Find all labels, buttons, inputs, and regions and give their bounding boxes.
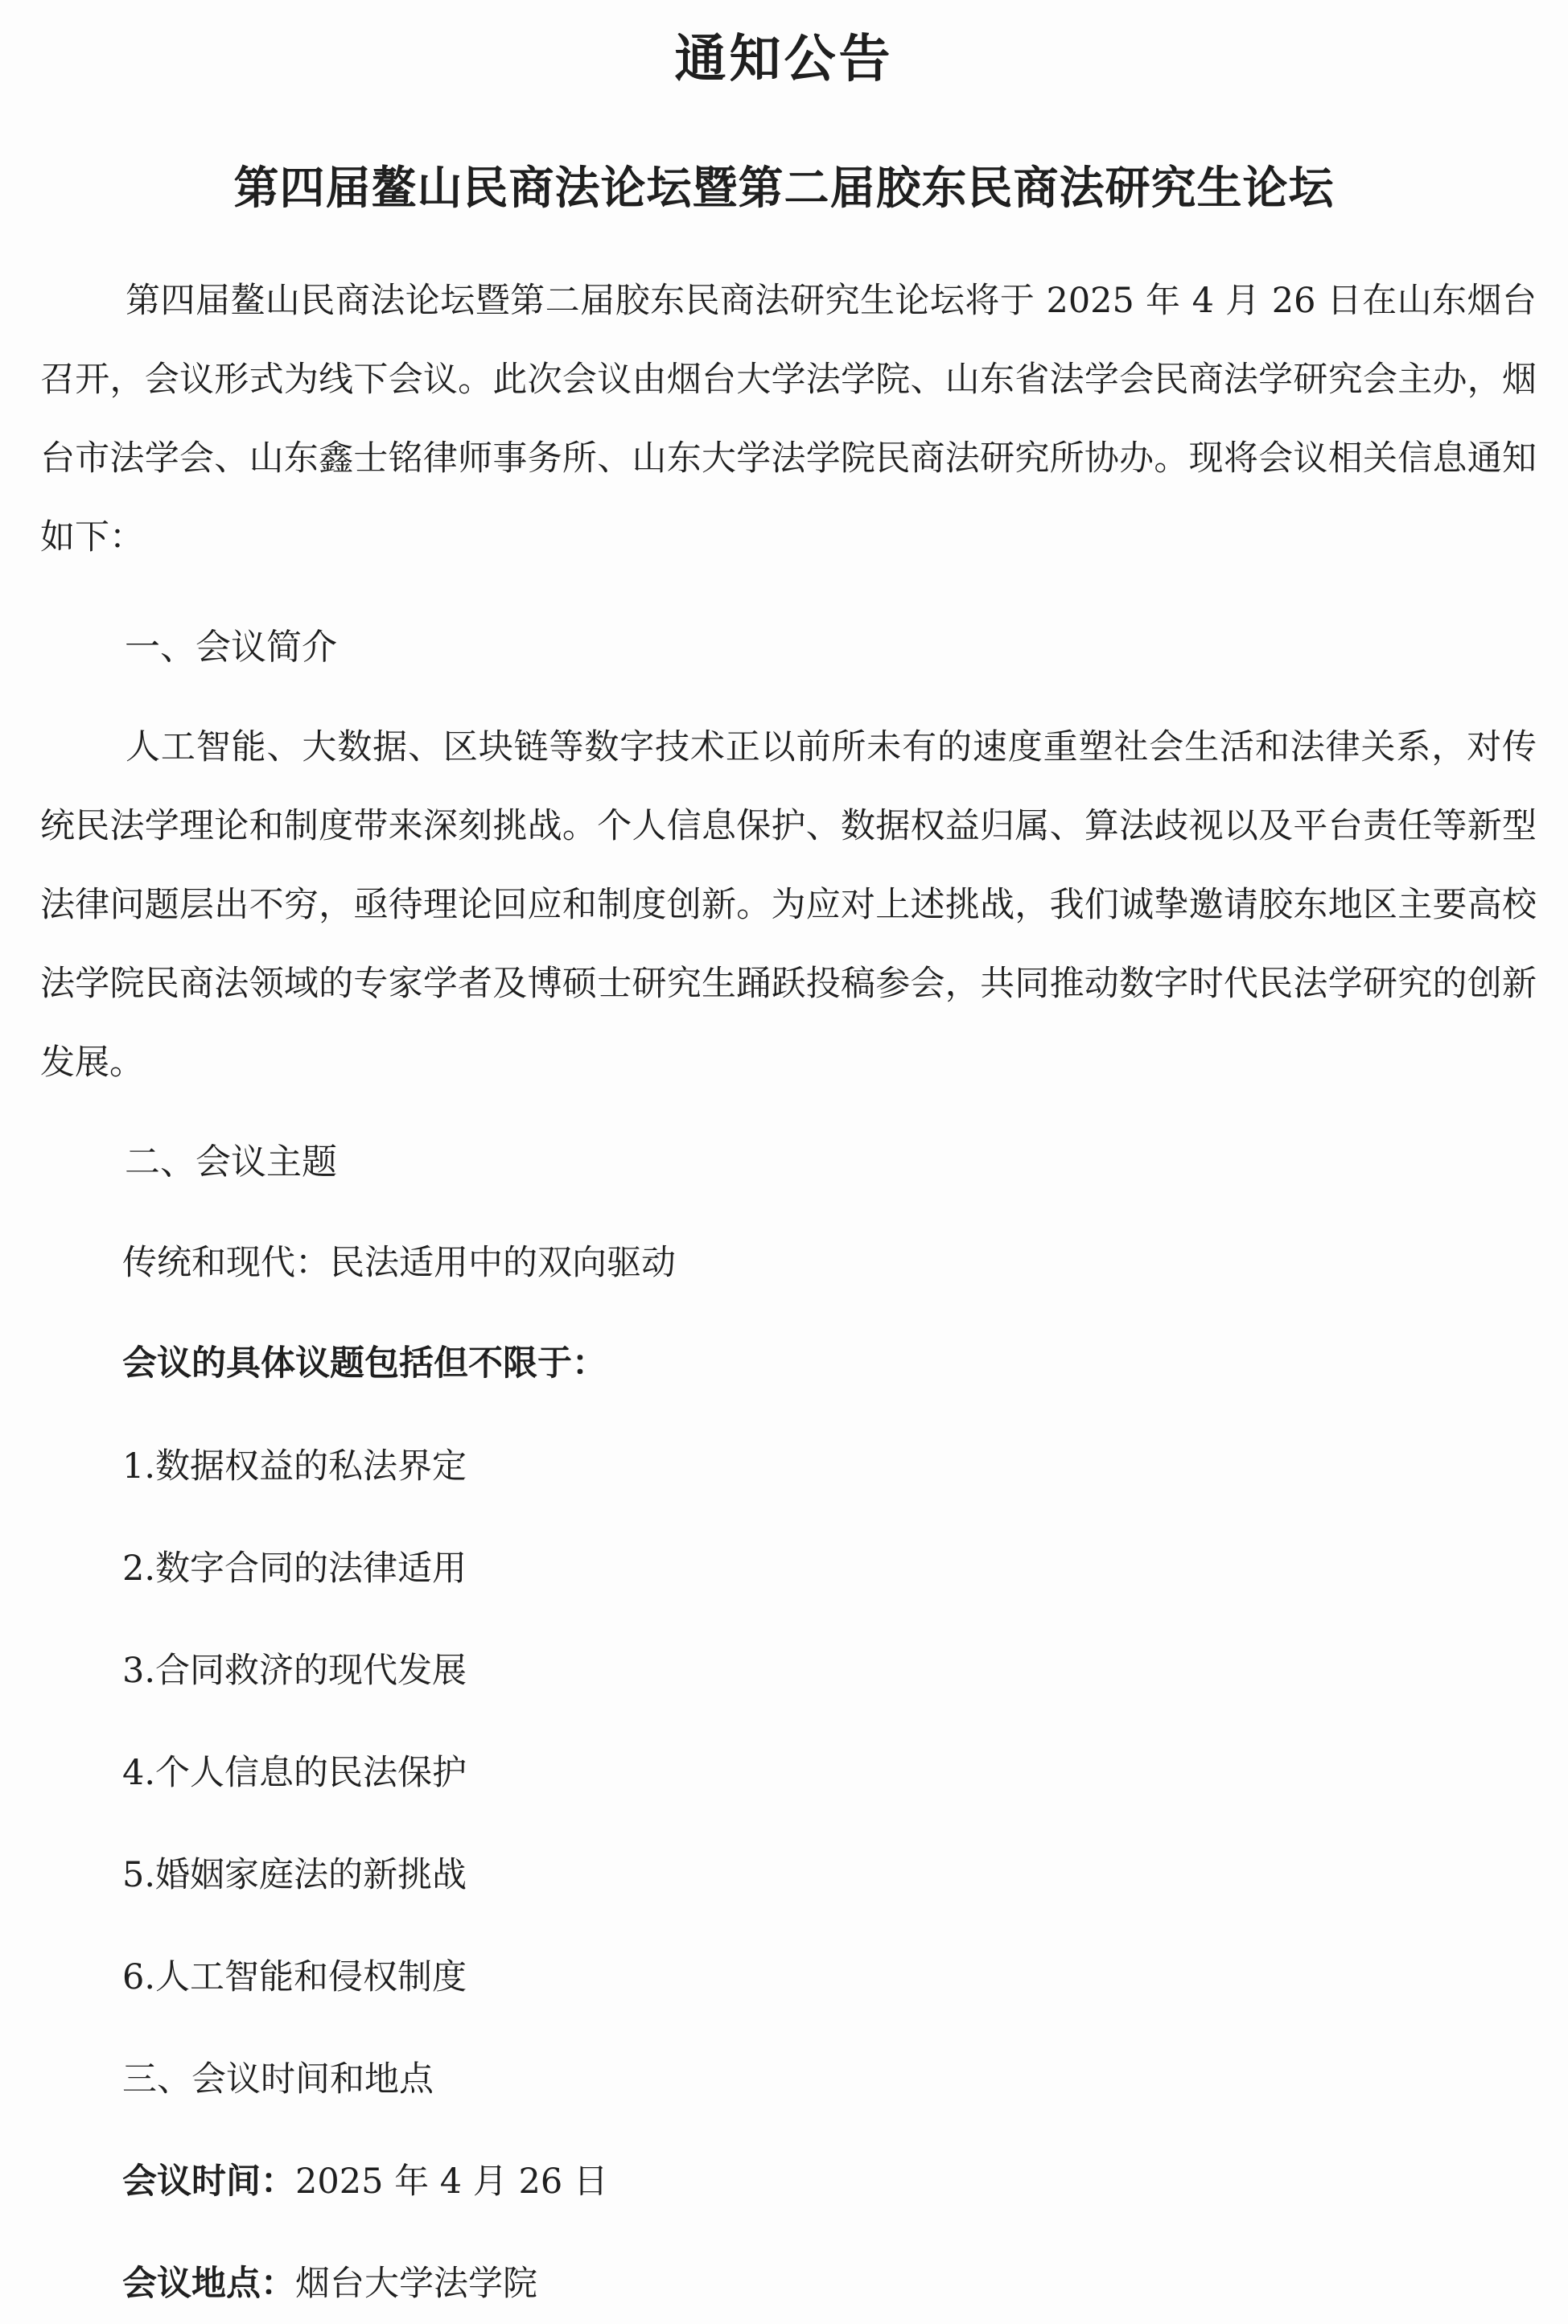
- section-heading-introduction: 一、会议简介: [125, 627, 337, 668]
- conference-time-label: 会议时间：: [122, 2162, 295, 2202]
- topic-item: 6.人工智能和侵权制度: [122, 1957, 467, 1997]
- topic-item: 1.数据权益的私法界定: [122, 1446, 467, 1487]
- topic-item: 3.合同救济的现代发展: [122, 1651, 467, 1691]
- topic-item: 5.婚姻家庭法的新挑战: [122, 1855, 467, 1895]
- section-heading-time-place: 三、会议时间和地点: [122, 2059, 434, 2100]
- introduction-paragraph: 人工智能、大数据、区块链等数字技术正以前所未有的速度重塑社会生活和法律关系，对传统民法学理论和制度带来深刻挑战。个人信息保护、数据权益归属、算法歧视以及平台责任等新型法律问题层出不穷，亟待理论回应和制度创新。为应对上述挑战，我们诚挚邀请胶东地区主要高校法学院民商法领域的专家学者及博硕士研究生踊跃投稿参会，共同推动数字时代民法学研究的创新发展。: [40, 727, 1537, 1083]
- intro-paragraph: 第四届鳌山民商法论坛暨第二届胶东民商法研究生论坛将于 2025 年 4 月 26 日在山东烟台召开，会议形式为线下会议。此次会议由烟台大学法学院、山东省法学会民商法学研究会主办，烟台市法学会、山东鑫士铭律师事务所、山东大学法学院民商法研究所协办。现将会议相关信息通知如下：: [40, 281, 1537, 557]
- conference-place-value: 烟台大学法学院: [295, 2264, 537, 2304]
- conference-theme: 传统和现代：民法适用中的双向驱动: [122, 1243, 676, 1283]
- topic-item: 4.个人信息的民法保护: [122, 1753, 467, 1793]
- page-title: 通知公告: [674, 30, 894, 89]
- conference-time: [122, 2157, 1530, 2206]
- section-heading-theme: 二、会议主题: [125, 1141, 337, 1183]
- event-title: 第四届鳌山民商法论坛暨第二届胶东民商法研究生论坛: [233, 162, 1335, 215]
- topics-intro: 会议的具体议题包括但不限于：: [122, 1343, 607, 1384]
- conference-time-value: 2025 年 4 月 26 日: [295, 2162, 608, 2202]
- conference-place-label: 会议地点：: [122, 2264, 295, 2304]
- conference-place: [122, 2260, 1530, 2308]
- topic-item: 2.数字合同的法律适用: [122, 1549, 467, 1589]
